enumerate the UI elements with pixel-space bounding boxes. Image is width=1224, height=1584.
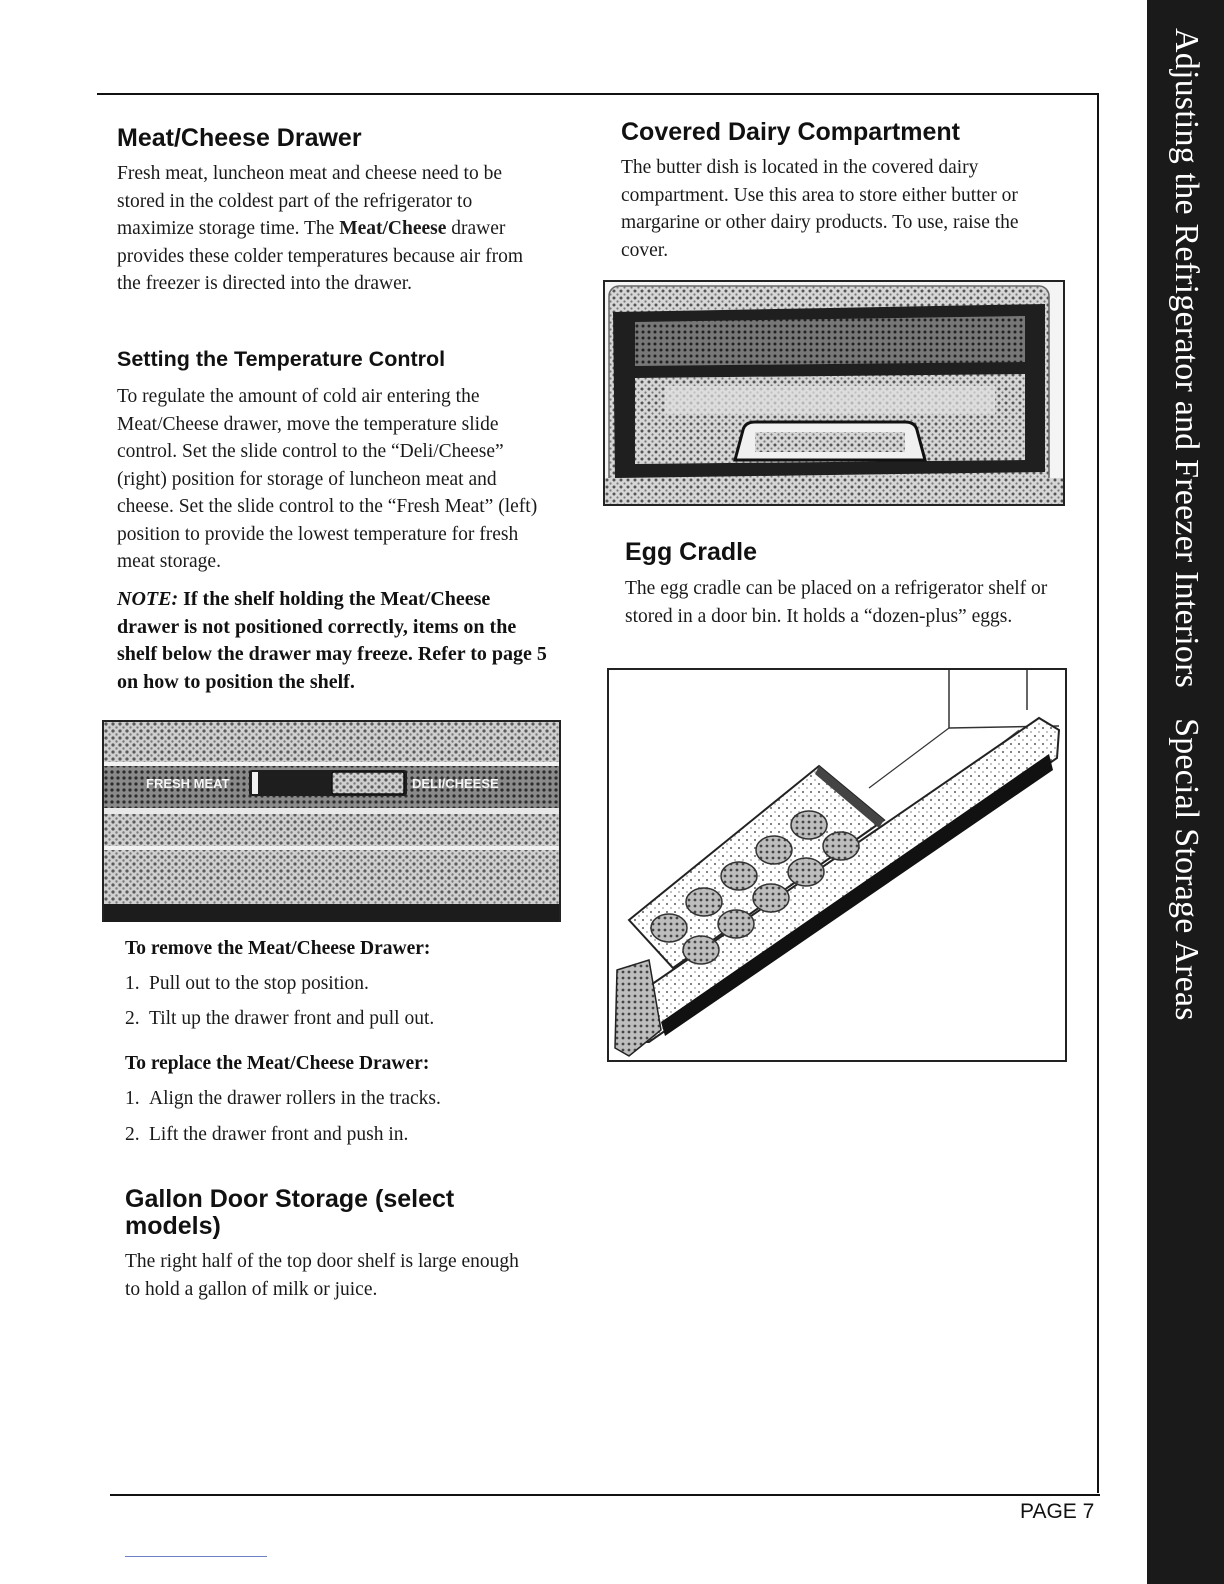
slide-control-illustration [104,722,559,922]
note-label: NOTE: [117,588,179,610]
step-number: 1. [125,1088,140,1109]
step-text: Align the drawer rollers in the tracks. [149,1088,441,1109]
dairy-heading: Covered Dairy Compartment [621,118,960,146]
meat-cheese-body-text-1: Fresh meat, luncheon meat and cheese need to be stored in the coldest part of the refrigerator to maximize storage time. The [117,163,502,239]
meat-cheese-body-bold: Meat/Cheese [339,218,447,239]
deli-cheese-label: DELI/CHEESE [412,776,499,791]
section-tab [1147,0,1224,1584]
step-number: 2. [125,1008,140,1029]
replace-step [125,1121,408,1149]
dairy-compartment-figure [603,280,1065,506]
page-number: PAGE 7 [1020,1500,1095,1523]
top-rule [97,93,1099,95]
egg-cradle-heading: Egg Cradle [625,538,757,566]
replace-drawer-heading: To replace the Meat/Cheese Drawer: [125,1053,430,1074]
meat-cheese-body-text-2: drawer provides these colder temperatures because air from the freezer is directed into the drawer. [117,218,524,294]
gallon-storage-heading: Gallon Door Storage (select models) [125,1185,455,1240]
section-title: Special Storage Areas [1167,718,1205,1021]
temperature-heading: Setting the Temperature Control [117,347,446,371]
note-text: If the shelf holding the Meat/Cheese drawer is not positioned correctly, items on the shelf below the drawer may freeze. Refer to page 5 on how to position the shelf. [117,588,547,693]
remove-drawer-heading: To remove the Meat/Cheese Drawer: [125,938,431,959]
dairy-body: The butter dish is located in the covered dairy compartment. Use this area to store either butter or margarine or other dairy products. To use, raise the cover. [621,157,1019,261]
step-number: 2. [125,1124,140,1145]
chapter-title: Adjusting the Refrigerator and Freezer Interiors [1167,28,1205,689]
footer-link-line [125,1556,267,1557]
right-rule [1097,93,1099,1493]
replace-step [125,1085,441,1113]
remove-step [125,970,369,998]
step-text: Tilt up the drawer front and pull out. [149,1008,435,1029]
step-number: 1. [125,973,140,994]
meat-cheese-body [117,160,549,298]
meat-cheese-heading: Meat/Cheese Drawer [117,124,362,152]
bottom-rule [110,1494,1100,1496]
egg-cradle-illustration [609,670,1065,1060]
dairy-compartment-illustration [605,282,1063,504]
step-text: Lift the drawer front and push in. [149,1124,409,1145]
temperature-body: To regulate the amount of cold air entering the Meat/Cheese drawer, move the temperature slide control. Set the slide control to the “Deli/Cheese” (right) position for storage of luncheon meat and cheese. Set the slide control to the “Fresh Meat” (left) position to provide the lowest temperature for fresh meat storage. [117,386,538,572]
gallon-storage-body: The right half of the top door shelf is large enough to hold a gallon of milk or juice. [125,1251,519,1300]
remove-step [125,1005,434,1033]
shelf-note [117,586,557,696]
section-tab-text [1167,28,1205,1021]
step-text: Pull out to the stop position. [149,973,369,994]
fresh-meat-label: FRESH MEAT [146,776,230,791]
egg-cradle-body: The egg cradle can be placed on a refrigerator shelf or stored in a door bin. It holds a “dozen-plus” eggs. [625,578,1048,627]
egg-cradle-figure [607,668,1067,1062]
temperature-slide-figure [102,720,561,922]
